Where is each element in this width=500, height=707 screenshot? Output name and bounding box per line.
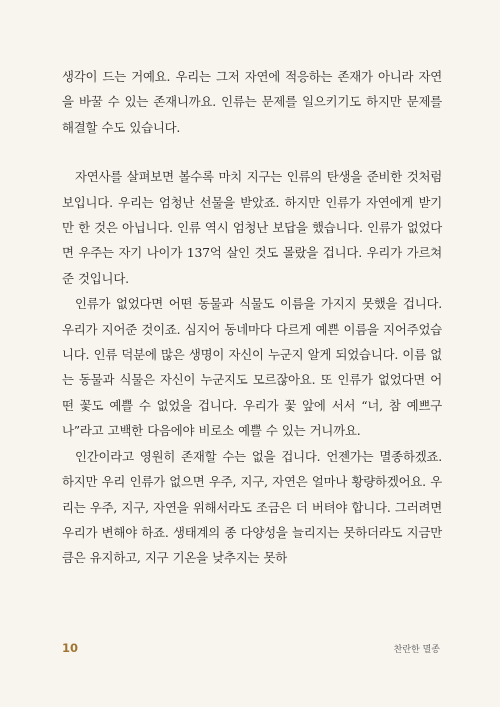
running-title: 찬란한 멸종 — [393, 644, 440, 655]
paragraph-4: 인간이라고 영원히 존재할 수는 없을 겁니다. 언젠가는 멸종하겠죠. 하지만 우리 인류가 없으면 우주, 지구, 자연은 얼마나 황량하겠어요. 우리는 우주, 지구, 자연을 위해서라도 조금은 더 버텨야 합니다. 그러려면 우리가 변해야 하죠. 생태계의 종 다양성을 늘리지는 못하더라도 지금만큼은 유지하고, 지구 기온을 낮추지는 못하 — [62, 448, 442, 566]
page-number: 10 — [62, 641, 79, 655]
paragraph-3: 인류가 없었다면 어떤 동물과 식물도 이름을 가지지 못했을 겁니다. 우리가 지어준 것이죠. 심지어 동네마다 다르게 예쁜 이름을 지어주었습니다. 인류 덕분에 많은 생명이 자신이 누군지 알게 되었습니다. 이름 없는 동물과 식물은 자신이 누군지도 모르잖아요. 또 인류가 없었다면 어떤 꽃도 예쁠 수 없었을 겁니다. 우리가 꽃 앞에 서서 “너, 참 예쁘구나”라고 고백한 다음에야 비로소 예쁠 수 있는 거니까요. — [62, 296, 442, 439]
section-break — [62, 140, 442, 164]
page-footer — [62, 641, 440, 655]
paragraph-2: 자연사를 살펴보면 볼수록 마치 지구는 인류의 탄생을 준비한 것처럼 보입니다. 우리는 엄청난 선물을 받았죠. 하지만 인류가 자연에게 받기만 한 것은 아닙니다. 인류 역시 엄청난 보답을 했습니다. 인류가 없었다면 우주는 자기 나이가 137억 살인 것도 몰랐을 겁니다. 우리가 가르쳐준 것입니다. — [62, 169, 442, 286]
body-text — [62, 64, 442, 571]
paragraph-1: 생각이 드는 거예요. 우리는 그저 자연에 적응하는 존재가 아니라 자연을 바꿀 수 있는 존재니까요. 인류는 문제를 일으키기도 하지만 문제를 해결할 수도 있습니다. — [62, 69, 442, 135]
